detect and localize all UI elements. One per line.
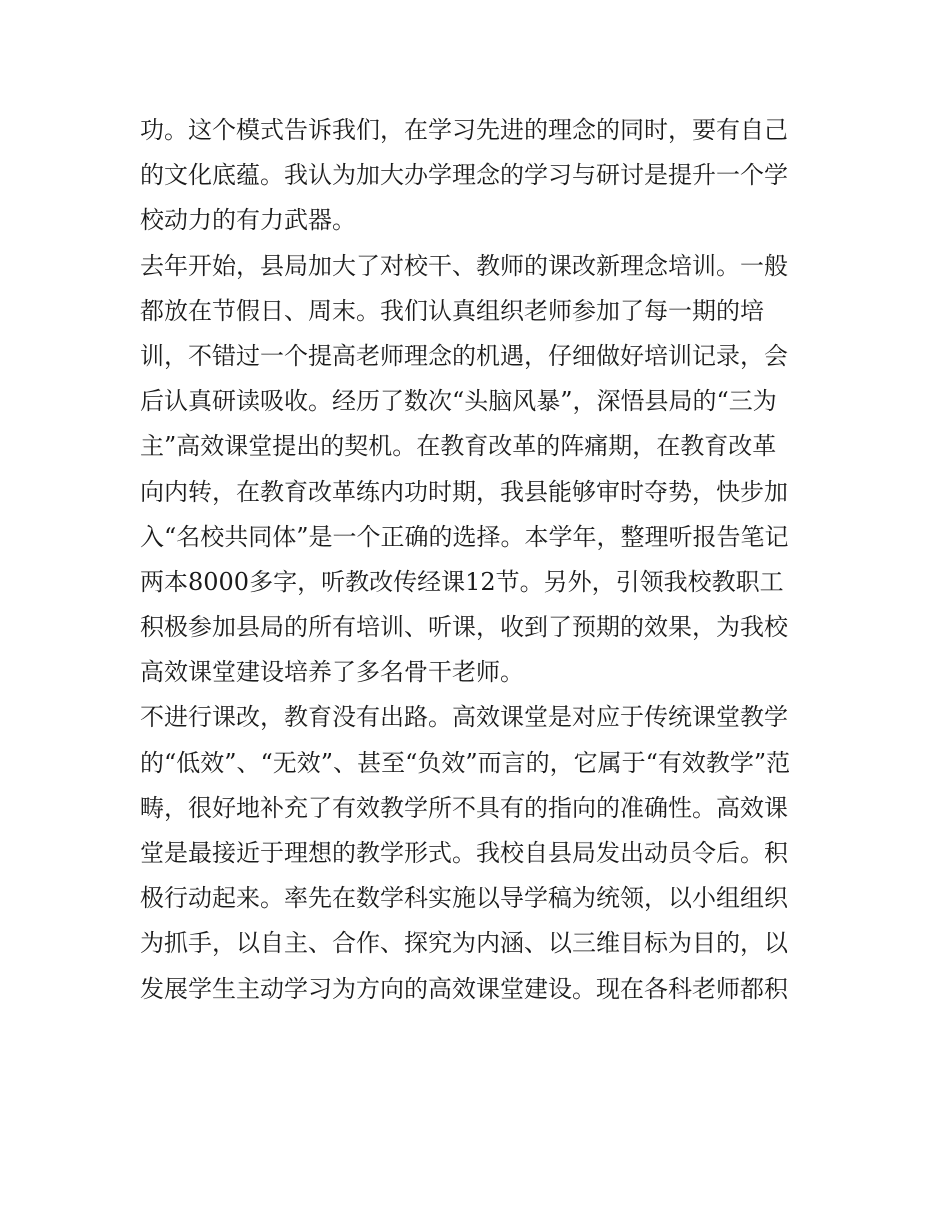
body-text (140, 108, 816, 1012)
text-line: 功。这个模式告诉我们，在学习先进的理念的同时，要有自己 (140, 116, 788, 144)
text-line: 的“低效”、“无效”、甚至“负效”而言的，它属于“有效教学”范 (140, 748, 791, 777)
text-line: 积极参加县局的所有培训、听课，收到了预期的效果，为我校 (140, 613, 788, 642)
text-line: 训，不错过一个提高老师理念的机遇，仔细做好培训记录，会 (140, 341, 788, 370)
text-line: 向内转，在教育改革练内功时期，我县能够审时夺势，快步加 (140, 477, 788, 506)
text-line: 都放在节假日、周末。我们认真组织老师参加了每一期的培 (140, 296, 764, 325)
text-line: 的文化底蕴。我认为加大办学理念的学习与研讨是提升一个学 (140, 161, 788, 190)
text-line: 两本8000多字，听教改传经课12节。另外，引领我校教职工 (140, 567, 784, 596)
text-line: 极行动起来。率先在数学科实施以导学稿为统领，以小组组织 (140, 884, 788, 913)
text-line: 去年开始，县局加大了对校干、教师的课改新理念培训。一般 (140, 251, 788, 280)
text-line: 入“名校共同体”是一个正确的选择。本学年，整理听报告笔记 (140, 522, 789, 551)
text-line: 堂是最接近于理想的教学形式。我校自县局发出动员令后。积 (140, 839, 788, 867)
text-line: 发展学生主动学习为方向的高效课堂建设。现在各科老师都积 (140, 974, 788, 1003)
text-line: 高效课堂建设培养了多名骨干老师。 (140, 658, 524, 687)
text-line: 不进行课改，教育没有出路。高效课堂是对应于传统课堂教学 (140, 703, 788, 732)
text-line: 后认真研读吸收。经历了数次“头脑风暴”，深悟县局的“三为 (140, 387, 777, 416)
text-line: 主”高效课堂提出的契机。在教育改革的阵痛期，在教育改革 (140, 432, 777, 461)
text-line: 畴，很好地补充了有效教学所不具有的指向的准确性。高效课 (140, 793, 788, 822)
text-line: 校动力的有力武器。 (140, 206, 356, 235)
text-line: 为抓手，以自主、合作、探究为内涵、以三维目标为目的，以 (140, 929, 788, 958)
